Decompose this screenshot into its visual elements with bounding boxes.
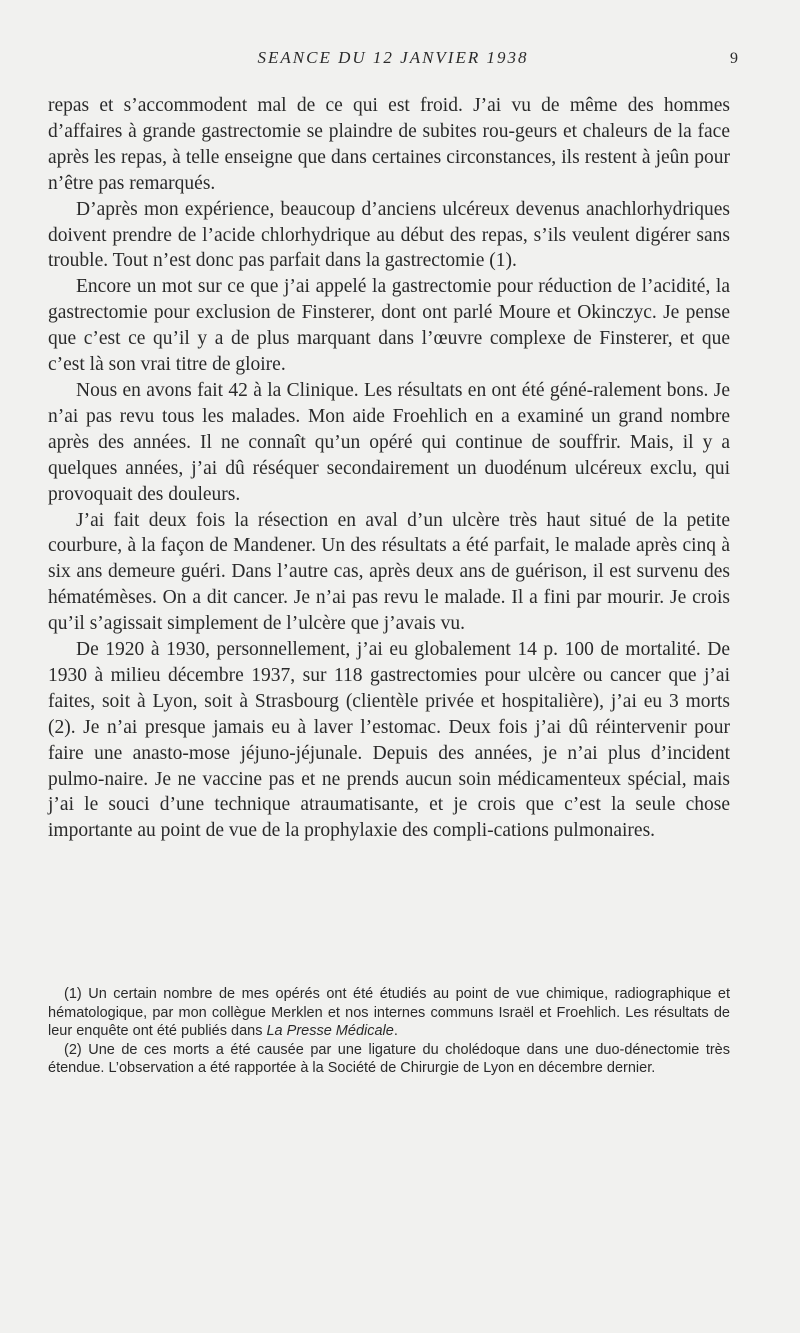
paragraph: Encore un mot sur ce que j’ai appelé la gastrectomie pour réduction de l’acidité, la gastrectomie pour exclusion de Finsterer, dont ont parlé Moure et Okinczyc. Je pense que c’est ce qu’il y a de plus marquant dans l’œuvre complexe de Finsterer, et que c’est là son vrai titre de gloire. xyxy=(48,276,730,376)
page-number: 9 xyxy=(730,50,738,67)
paragraph: Nous en avons fait 42 à la Clinique. Les résultats en ont été géné-ralement bons. Je n’ai pas revu tous les malades. Mon aide Froehlich en a examiné un grand nombre après des années. Il ne connaît qu’un opéré qui continue de souffrir. Mais, il y a quelques années, j’ai dû réséquer secondairement un duodénum ulcéreux exclu, qui provoquait des douleurs. xyxy=(48,379,730,505)
paragraph: repas et s’accommodent mal de ce qui est froid. J’ai vu de même des hommes d’affaires à grande gastrectomie se plaindre de subites rou-geurs et chaleurs de la face après les repas, à telle enseigne que dans certaines circonstances, ils restent à jeûn pour n’être pas remarqués. xyxy=(48,95,730,194)
paragraph: J’ai fait deux fois la résection en aval d’un ulcère très haut situé de la petite courbure, à la façon de Mandener. Un des résultats a été parfait, le malade après cinq à six ans demeure guéri. Dans l’autre cas, après deux ans de guérison, il est survenu des hématémèses. On a dit cancer. Je n’ai pas revu le malade. Il a fini par mourir. Je crois qu’il s’agissait simplement de l’ulcère que j’avais vu. xyxy=(48,509,730,635)
footnote-1-text: (1) Un certain nombre de mes opérés ont été étudiés au point de vue chimique, radiographique et hématologique, par mon collègue Merklen et nos internes communs Israël et Froehlich. Les résultats de leur enquête ont été publiés dans xyxy=(48,986,730,1039)
paragraph: D’après mon expérience, beaucoup d’anciens ulcéreux devenus anachlorhydriques doivent prendre de l’acide chlorhydrique au début des repas, s’ils veulent digérer sans trouble. Tout n’est donc pas parfait dans la gastrectomie (1). xyxy=(48,198,730,272)
footnote-1 xyxy=(48,985,730,1041)
footnote-2: (2) Une de ces morts a été causée par une ligature du cholédoque dans une duo-dénectomie très étendue. L’observation a été rapportée à la Société de Chirurgie de Lyon en décembre dernier. xyxy=(48,1041,730,1076)
journal-title: La Presse Médicale xyxy=(266,1023,394,1039)
footnotes xyxy=(48,985,730,1078)
page-header xyxy=(48,48,738,74)
main-text xyxy=(48,93,730,844)
paragraph: De 1920 à 1930, personnellement, j’ai eu globalement 14 p. 100 de mortalité. De 1930 à milieu décembre 1937, sur 118 gastrectomies pour ulcère ou cancer que j’ai faites, soit à Lyon, soit à Strasbourg (clientèle privée et hospitalière), j’ai eu 3 morts (2). Je n’ai presque jamais eu à laver l’estomac. Deux fois j’ai dû réintervenir pour faire une anasto-mose jéjuno-jéjunale. Depuis des années, je n’ai plus d’incident pulmo-naire. Je ne vaccine pas et ne prends aucun soin médicamenteux spécial, mais j’ai le souci d’une technique atraumatisante, et je crois que c’est la seule chose importante au point de vue de la prophylaxie des compli-cations pulmonaires. xyxy=(48,639,730,842)
footnote-1-end: . xyxy=(393,1023,398,1039)
running-title: SEANCE DU 12 JANVIER 1938 xyxy=(257,48,529,67)
